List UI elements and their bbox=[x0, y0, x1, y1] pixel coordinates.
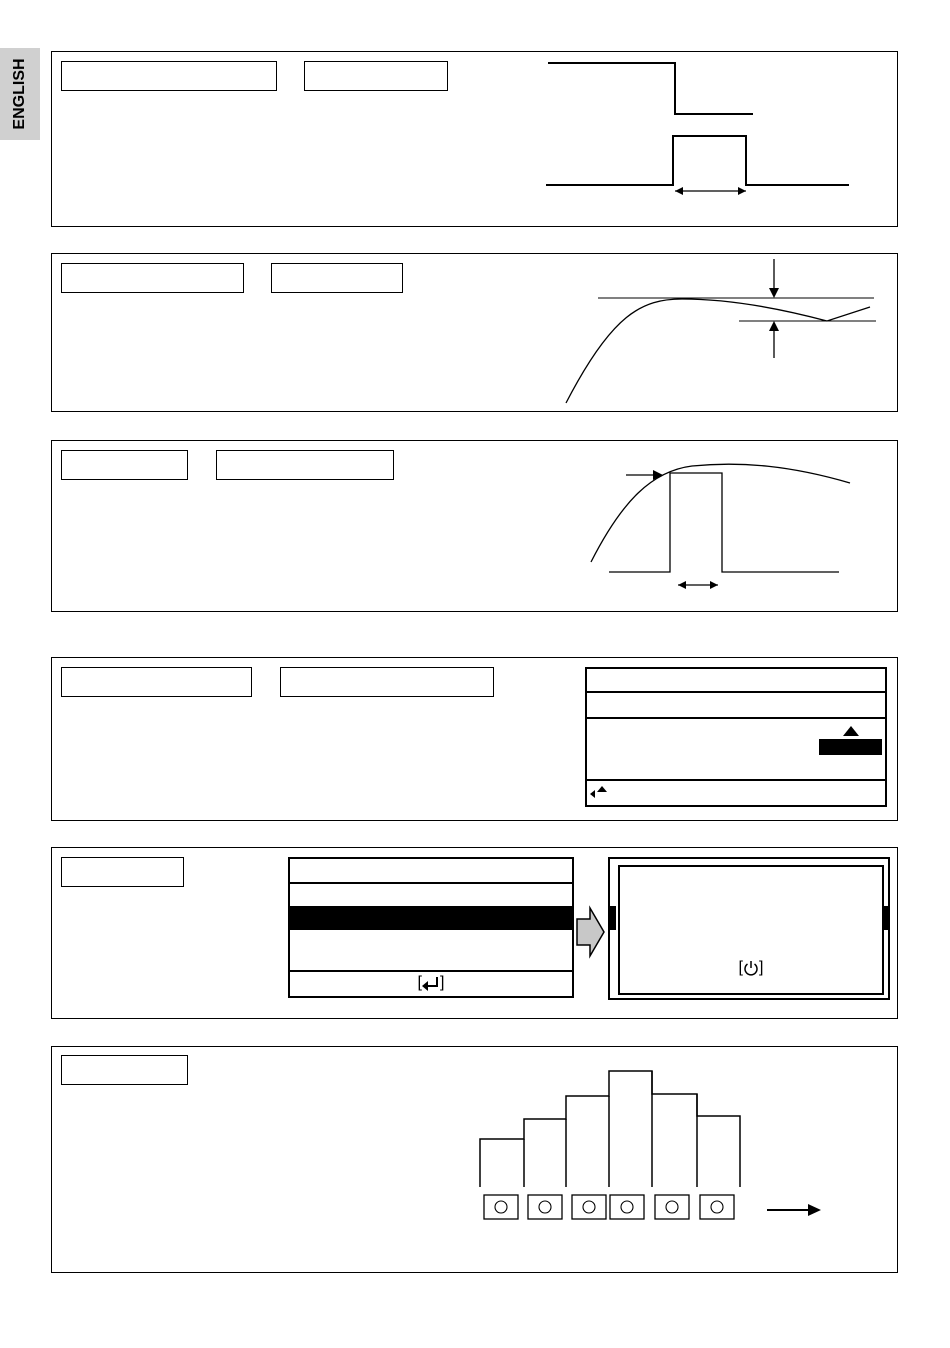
enter-bracket-open: [ bbox=[417, 974, 422, 991]
lcd-selected-value[interactable] bbox=[819, 739, 882, 755]
power-icon[interactable] bbox=[743, 960, 759, 976]
indicator-button-3[interactable] bbox=[572, 1195, 606, 1219]
peak-drop-diagram bbox=[52, 254, 899, 413]
language-tab[interactable] bbox=[0, 48, 40, 140]
lcd-title-row bbox=[587, 669, 885, 693]
step-signal bbox=[548, 63, 753, 114]
label-box-5a bbox=[61, 857, 184, 887]
menu-footer-row bbox=[290, 970, 572, 996]
response-curve bbox=[566, 299, 870, 403]
indicator-button-6[interactable] bbox=[700, 1195, 734, 1219]
indicator-button-4[interactable] bbox=[610, 1195, 644, 1219]
indicator-button-1[interactable] bbox=[484, 1195, 518, 1219]
power-bracket-open: [ bbox=[738, 959, 743, 976]
panel-curve-pulse bbox=[51, 440, 898, 612]
direction-arrow-head bbox=[808, 1204, 821, 1216]
indicator-button-2[interactable] bbox=[528, 1195, 562, 1219]
panel-menu-dialog bbox=[51, 847, 898, 1019]
panel-peak-drop bbox=[51, 253, 898, 412]
enter-key-icon[interactable] bbox=[422, 976, 440, 990]
panel-bar-sequence bbox=[51, 1046, 898, 1273]
triangle-up-icon[interactable] bbox=[843, 726, 859, 736]
indicator-button-5[interactable] bbox=[655, 1195, 689, 1219]
bar-sequence-diagram bbox=[52, 1047, 899, 1274]
response-curve-2 bbox=[591, 464, 850, 562]
dialog-box bbox=[618, 865, 884, 995]
enter-bracket-close: ] bbox=[440, 974, 445, 991]
label-box-4b bbox=[280, 667, 494, 697]
menu-item-highlighted[interactable] bbox=[290, 906, 572, 930]
pulse-signal bbox=[546, 136, 849, 185]
dialog-highlight-left bbox=[610, 906, 616, 930]
language-tab-label: ENGLISH bbox=[11, 58, 28, 130]
lcd-footer-row bbox=[587, 779, 885, 805]
back-arrow-icon[interactable] bbox=[590, 786, 610, 800]
curve-pulse-diagram bbox=[52, 441, 899, 613]
lcd-dialog-screen bbox=[608, 857, 890, 1000]
lcd-subtitle-row bbox=[587, 693, 885, 719]
lcd-setting-screen bbox=[585, 667, 887, 807]
step-pulse-diagram bbox=[52, 52, 899, 228]
panel-lcd-setting bbox=[51, 657, 898, 821]
dialog-power-row[interactable] bbox=[620, 959, 882, 977]
panel-step-pulse bbox=[51, 51, 898, 227]
arrow-right-icon bbox=[576, 907, 606, 957]
power-bracket-close: ] bbox=[759, 959, 764, 976]
bar-outline bbox=[480, 1071, 740, 1187]
lcd-menu-screen bbox=[288, 857, 574, 998]
menu-title-row bbox=[290, 859, 572, 884]
label-box-4a bbox=[61, 667, 252, 697]
